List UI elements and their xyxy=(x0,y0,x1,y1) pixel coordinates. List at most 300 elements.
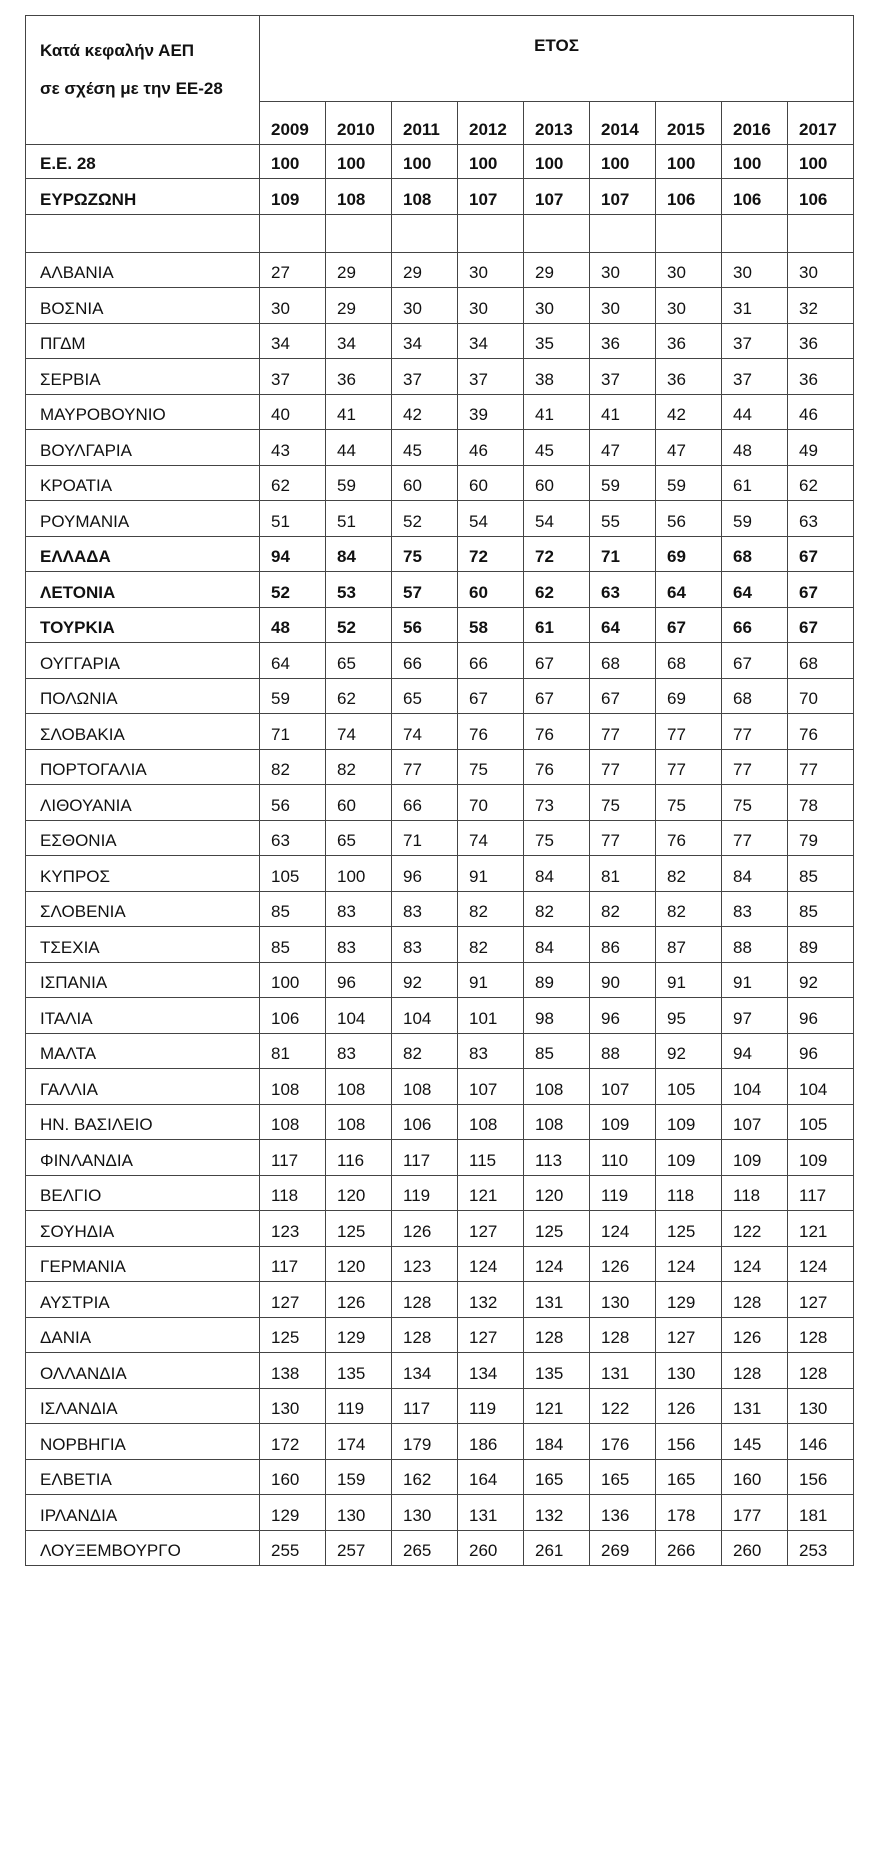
value-cell-2009: 34 xyxy=(260,323,326,359)
country-name-cell: Ε.Ε. 28 xyxy=(26,145,260,179)
value-cell-2011: 123 xyxy=(392,1246,458,1282)
table-row xyxy=(26,179,854,215)
value-cell-2017: 85 xyxy=(788,891,854,927)
country-name-cell: ΚΡΟΑΤΙΑ xyxy=(26,465,260,501)
value-cell-2014: 126 xyxy=(590,1246,656,1282)
value-cell-2011: 71 xyxy=(392,820,458,856)
value-cell-2011: 77 xyxy=(392,749,458,785)
value-cell-2012: 34 xyxy=(458,323,524,359)
value-cell-2013: 54 xyxy=(524,501,590,537)
value-cell-2010: 65 xyxy=(326,820,392,856)
value-cell-2016: 64 xyxy=(722,572,788,608)
value-cell-2012: 115 xyxy=(458,1140,524,1176)
value-cell-2013: 128 xyxy=(524,1317,590,1353)
value-cell-2009: 118 xyxy=(260,1175,326,1211)
value-cell-2017: 105 xyxy=(788,1104,854,1140)
table-row xyxy=(26,1246,854,1282)
value-cell-2016: 104 xyxy=(722,1069,788,1105)
value-cell-2009 xyxy=(260,214,326,252)
value-cell-2012: 131 xyxy=(458,1495,524,1531)
country-name-cell: ΕΛΛΑΔΑ xyxy=(26,536,260,572)
value-cell-2017: 96 xyxy=(788,998,854,1034)
value-cell-2013: 98 xyxy=(524,998,590,1034)
value-cell-2015: 30 xyxy=(656,252,722,288)
value-cell-2012: 76 xyxy=(458,714,524,750)
value-cell-2009: 64 xyxy=(260,643,326,679)
value-cell-2017: 76 xyxy=(788,714,854,750)
value-cell-2011: 126 xyxy=(392,1211,458,1247)
value-cell-2013: 125 xyxy=(524,1211,590,1247)
value-cell-2009: 51 xyxy=(260,501,326,537)
value-cell-2016: 128 xyxy=(722,1282,788,1318)
value-cell-2013: 165 xyxy=(524,1459,590,1495)
value-cell-2011: 29 xyxy=(392,252,458,288)
value-cell-2013: 82 xyxy=(524,891,590,927)
value-cell-2015: 130 xyxy=(656,1353,722,1389)
value-cell-2016: 126 xyxy=(722,1317,788,1353)
value-cell-2009: 94 xyxy=(260,536,326,572)
value-cell-2016: 160 xyxy=(722,1459,788,1495)
value-cell-2015: 77 xyxy=(656,749,722,785)
table-row xyxy=(26,501,854,537)
header-row xyxy=(26,16,854,102)
value-cell-2012: 127 xyxy=(458,1317,524,1353)
table-row xyxy=(26,430,854,466)
value-cell-2017: 49 xyxy=(788,430,854,466)
country-name-cell: ΛΕΤΟΝΙΑ xyxy=(26,572,260,608)
value-cell-2013: 84 xyxy=(524,856,590,892)
value-cell-2013: 62 xyxy=(524,572,590,608)
value-cell-2017: 128 xyxy=(788,1317,854,1353)
country-name-cell: ΓΑΛΛΙΑ xyxy=(26,1069,260,1105)
value-cell-2010: 41 xyxy=(326,394,392,430)
value-cell-2010: 100 xyxy=(326,856,392,892)
value-cell-2012: 127 xyxy=(458,1211,524,1247)
value-cell-2016: 31 xyxy=(722,288,788,324)
value-cell-2016: 84 xyxy=(722,856,788,892)
value-cell-2016: 68 xyxy=(722,536,788,572)
value-cell-2017: 32 xyxy=(788,288,854,324)
value-cell-2016: 145 xyxy=(722,1424,788,1460)
table-row xyxy=(26,1175,854,1211)
value-cell-2010: 84 xyxy=(326,536,392,572)
value-cell-2011: 66 xyxy=(392,785,458,821)
value-cell-2010: 51 xyxy=(326,501,392,537)
table-row xyxy=(26,536,854,572)
year-header-2016: 2016 xyxy=(722,102,788,145)
value-cell-2009: 85 xyxy=(260,927,326,963)
value-cell-2014: 47 xyxy=(590,430,656,466)
value-cell-2010: 100 xyxy=(326,145,392,179)
value-cell-2010: 120 xyxy=(326,1175,392,1211)
value-cell-2009: 108 xyxy=(260,1104,326,1140)
value-cell-2014: 107 xyxy=(590,1069,656,1105)
value-cell-2014: 109 xyxy=(590,1104,656,1140)
country-name-cell: ΜΑΥΡΟΒΟΥΝΙΟ xyxy=(26,394,260,430)
value-cell-2017: 92 xyxy=(788,962,854,998)
value-cell-2016: 37 xyxy=(722,359,788,395)
value-cell-2013: 67 xyxy=(524,643,590,679)
value-cell-2014: 88 xyxy=(590,1033,656,1069)
country-name-cell: ΣΛΟΒΑΚΙΑ xyxy=(26,714,260,750)
value-cell-2009: 130 xyxy=(260,1388,326,1424)
value-cell-2012: 82 xyxy=(458,891,524,927)
value-cell-2011: 117 xyxy=(392,1140,458,1176)
value-cell-2016: 77 xyxy=(722,714,788,750)
value-cell-2012: 74 xyxy=(458,820,524,856)
country-name-cell: ΤΣΕΧΙΑ xyxy=(26,927,260,963)
table-row xyxy=(26,891,854,927)
table-row xyxy=(26,1211,854,1247)
table-row xyxy=(26,714,854,750)
value-cell-2017: 36 xyxy=(788,359,854,395)
value-cell-2014: 63 xyxy=(590,572,656,608)
country-name-cell xyxy=(26,214,260,252)
table-row xyxy=(26,1140,854,1176)
table-row xyxy=(26,359,854,395)
value-cell-2011: 130 xyxy=(392,1495,458,1531)
value-cell-2010: 62 xyxy=(326,678,392,714)
value-cell-2011: 60 xyxy=(392,465,458,501)
value-cell-2015: 68 xyxy=(656,643,722,679)
value-cell-2013: 45 xyxy=(524,430,590,466)
value-cell-2009: 255 xyxy=(260,1530,326,1566)
country-name-cell: ΓΕΡΜΑΝΙΑ xyxy=(26,1246,260,1282)
value-cell-2015: 87 xyxy=(656,927,722,963)
value-cell-2017: 63 xyxy=(788,501,854,537)
value-cell-2016: 177 xyxy=(722,1495,788,1531)
value-cell-2010: 119 xyxy=(326,1388,392,1424)
value-cell-2012: 164 xyxy=(458,1459,524,1495)
value-cell-2010: 96 xyxy=(326,962,392,998)
value-cell-2015: 30 xyxy=(656,288,722,324)
table-row xyxy=(26,607,854,643)
value-cell-2014: 90 xyxy=(590,962,656,998)
value-cell-2010: 129 xyxy=(326,1317,392,1353)
value-cell-2017: 104 xyxy=(788,1069,854,1105)
value-cell-2014: 30 xyxy=(590,252,656,288)
value-cell-2009: 27 xyxy=(260,252,326,288)
value-cell-2011: 82 xyxy=(392,1033,458,1069)
value-cell-2013: 124 xyxy=(524,1246,590,1282)
table-row xyxy=(26,1495,854,1531)
value-cell-2016: 97 xyxy=(722,998,788,1034)
value-cell-2015: 109 xyxy=(656,1104,722,1140)
value-cell-2017: 181 xyxy=(788,1495,854,1531)
value-cell-2014: 124 xyxy=(590,1211,656,1247)
value-cell-2015: 47 xyxy=(656,430,722,466)
value-cell-2015: 69 xyxy=(656,678,722,714)
value-cell-2010: 74 xyxy=(326,714,392,750)
value-cell-2016: 59 xyxy=(722,501,788,537)
value-cell-2009: 48 xyxy=(260,607,326,643)
value-cell-2011: 179 xyxy=(392,1424,458,1460)
value-cell-2011: 128 xyxy=(392,1282,458,1318)
value-cell-2016: 30 xyxy=(722,252,788,288)
table-title-line2: σε σχέση με την ΕΕ-28 xyxy=(40,79,223,98)
value-cell-2015: 100 xyxy=(656,145,722,179)
value-cell-2012: 54 xyxy=(458,501,524,537)
value-cell-2016: 118 xyxy=(722,1175,788,1211)
year-header-2013: 2013 xyxy=(524,102,590,145)
value-cell-2015: 42 xyxy=(656,394,722,430)
value-cell-2014: 119 xyxy=(590,1175,656,1211)
value-cell-2012: 186 xyxy=(458,1424,524,1460)
value-cell-2013 xyxy=(524,214,590,252)
value-cell-2015: 77 xyxy=(656,714,722,750)
value-cell-2014: 75 xyxy=(590,785,656,821)
value-cell-2015: 156 xyxy=(656,1424,722,1460)
value-cell-2014: 165 xyxy=(590,1459,656,1495)
value-cell-2014: 110 xyxy=(590,1140,656,1176)
table-row xyxy=(26,1459,854,1495)
country-name-cell: ΡΟΥΜΑΝΙΑ xyxy=(26,501,260,537)
value-cell-2017: 62 xyxy=(788,465,854,501)
value-cell-2014: 77 xyxy=(590,714,656,750)
value-cell-2017 xyxy=(788,214,854,252)
value-cell-2013: 29 xyxy=(524,252,590,288)
table-row xyxy=(26,1388,854,1424)
value-cell-2014 xyxy=(590,214,656,252)
value-cell-2009: 100 xyxy=(260,962,326,998)
country-name-cell: ΙΤΑΛΙΑ xyxy=(26,998,260,1034)
value-cell-2011: 96 xyxy=(392,856,458,892)
value-cell-2011: 56 xyxy=(392,607,458,643)
value-cell-2017: 67 xyxy=(788,607,854,643)
value-cell-2009: 160 xyxy=(260,1459,326,1495)
gdp-per-capita-table-container xyxy=(25,15,854,1566)
value-cell-2013: 113 xyxy=(524,1140,590,1176)
value-cell-2010: 83 xyxy=(326,891,392,927)
value-cell-2010: 53 xyxy=(326,572,392,608)
value-cell-2010: 44 xyxy=(326,430,392,466)
table-row xyxy=(26,785,854,821)
table-title-line1: Κατά κεφαλήν ΑΕΠ xyxy=(40,41,195,60)
table-row xyxy=(26,214,854,252)
value-cell-2013: 184 xyxy=(524,1424,590,1460)
value-cell-2010: 125 xyxy=(326,1211,392,1247)
value-cell-2017: 96 xyxy=(788,1033,854,1069)
value-cell-2017: 130 xyxy=(788,1388,854,1424)
value-cell-2016: 77 xyxy=(722,749,788,785)
value-cell-2016: 122 xyxy=(722,1211,788,1247)
value-cell-2013: 76 xyxy=(524,714,590,750)
value-cell-2015: 75 xyxy=(656,785,722,821)
value-cell-2014: 77 xyxy=(590,820,656,856)
value-cell-2011: 37 xyxy=(392,359,458,395)
value-cell-2016: 67 xyxy=(722,643,788,679)
value-cell-2015: 126 xyxy=(656,1388,722,1424)
value-cell-2011: 162 xyxy=(392,1459,458,1495)
value-cell-2017: 36 xyxy=(788,323,854,359)
value-cell-2010: 82 xyxy=(326,749,392,785)
value-cell-2017: 127 xyxy=(788,1282,854,1318)
country-name-cell: ΝΟΡΒΗΓΙΑ xyxy=(26,1424,260,1460)
value-cell-2014: 86 xyxy=(590,927,656,963)
value-cell-2017: 67 xyxy=(788,536,854,572)
value-cell-2012: 30 xyxy=(458,288,524,324)
value-cell-2009: 100 xyxy=(260,145,326,179)
value-cell-2012: 260 xyxy=(458,1530,524,1566)
value-cell-2011: 128 xyxy=(392,1317,458,1353)
value-cell-2017: 85 xyxy=(788,856,854,892)
value-cell-2015: 69 xyxy=(656,536,722,572)
value-cell-2010: 104 xyxy=(326,998,392,1034)
value-cell-2011: 42 xyxy=(392,394,458,430)
value-cell-2017: 79 xyxy=(788,820,854,856)
value-cell-2010: 108 xyxy=(326,179,392,215)
value-cell-2017: 124 xyxy=(788,1246,854,1282)
value-cell-2013: 84 xyxy=(524,927,590,963)
value-cell-2012: 121 xyxy=(458,1175,524,1211)
value-cell-2015: 82 xyxy=(656,891,722,927)
value-cell-2017: 253 xyxy=(788,1530,854,1566)
value-cell-2012: 70 xyxy=(458,785,524,821)
value-cell-2014: 82 xyxy=(590,891,656,927)
country-name-cell: ΒΟΥΛΓΑΡΙΑ xyxy=(26,430,260,466)
value-cell-2013: 107 xyxy=(524,179,590,215)
value-cell-2012: 83 xyxy=(458,1033,524,1069)
value-cell-2012: 91 xyxy=(458,962,524,998)
table-row xyxy=(26,927,854,963)
value-cell-2013: 131 xyxy=(524,1282,590,1318)
value-cell-2011: 30 xyxy=(392,288,458,324)
table-row xyxy=(26,1069,854,1105)
value-cell-2009: 37 xyxy=(260,359,326,395)
value-cell-2015: 91 xyxy=(656,962,722,998)
table-row xyxy=(26,1317,854,1353)
table-title-cell xyxy=(26,16,260,145)
value-cell-2011: 100 xyxy=(392,145,458,179)
value-cell-2016: 260 xyxy=(722,1530,788,1566)
value-cell-2013: 67 xyxy=(524,678,590,714)
value-cell-2014: 36 xyxy=(590,323,656,359)
value-cell-2017: 100 xyxy=(788,145,854,179)
value-cell-2009: 63 xyxy=(260,820,326,856)
value-cell-2012: 82 xyxy=(458,927,524,963)
value-cell-2014: 67 xyxy=(590,678,656,714)
value-cell-2010: 126 xyxy=(326,1282,392,1318)
value-cell-2014: 64 xyxy=(590,607,656,643)
value-cell-2012: 58 xyxy=(458,607,524,643)
country-name-cell: ΣΛΟΒΕΝΙΑ xyxy=(26,891,260,927)
value-cell-2012: 72 xyxy=(458,536,524,572)
value-cell-2011: 45 xyxy=(392,430,458,466)
value-cell-2009: 108 xyxy=(260,1069,326,1105)
value-cell-2013: 35 xyxy=(524,323,590,359)
value-cell-2012: 124 xyxy=(458,1246,524,1282)
value-cell-2009: 125 xyxy=(260,1317,326,1353)
country-name-cell: ΟΛΛΑΝΔΙΑ xyxy=(26,1353,260,1389)
value-cell-2017: 67 xyxy=(788,572,854,608)
value-cell-2015: 129 xyxy=(656,1282,722,1318)
value-cell-2013: 108 xyxy=(524,1069,590,1105)
year-header-2014: 2014 xyxy=(590,102,656,145)
value-cell-2010: 135 xyxy=(326,1353,392,1389)
value-cell-2016: 83 xyxy=(722,891,788,927)
value-cell-2014: 77 xyxy=(590,749,656,785)
value-cell-2011: 119 xyxy=(392,1175,458,1211)
year-header-2009: 2009 xyxy=(260,102,326,145)
value-cell-2014: 122 xyxy=(590,1388,656,1424)
value-cell-2016: 128 xyxy=(722,1353,788,1389)
value-cell-2015: 36 xyxy=(656,359,722,395)
country-name-cell: ΠΟΡΤΟΓΑΛΙΑ xyxy=(26,749,260,785)
value-cell-2010: 34 xyxy=(326,323,392,359)
value-cell-2010: 159 xyxy=(326,1459,392,1495)
country-name-cell: ΒΟΣΝΙΑ xyxy=(26,288,260,324)
value-cell-2009: 129 xyxy=(260,1495,326,1531)
gdp-per-capita-table xyxy=(25,15,854,1566)
value-cell-2014: 41 xyxy=(590,394,656,430)
table-row xyxy=(26,856,854,892)
value-cell-2016: 88 xyxy=(722,927,788,963)
country-name-cell: ΚΥΠΡΟΣ xyxy=(26,856,260,892)
country-name-cell: ΙΡΛΑΝΔΙΑ xyxy=(26,1495,260,1531)
country-name-cell: ΜΑΛΤΑ xyxy=(26,1033,260,1069)
value-cell-2009: 81 xyxy=(260,1033,326,1069)
value-cell-2016: 109 xyxy=(722,1140,788,1176)
value-cell-2011: 65 xyxy=(392,678,458,714)
value-cell-2015: 76 xyxy=(656,820,722,856)
year-header-2012: 2012 xyxy=(458,102,524,145)
value-cell-2015: 124 xyxy=(656,1246,722,1282)
table-row xyxy=(26,962,854,998)
value-cell-2011 xyxy=(392,214,458,252)
value-cell-2009: 117 xyxy=(260,1246,326,1282)
value-cell-2015: 106 xyxy=(656,179,722,215)
country-name-cell: ΒΕΛΓΙΟ xyxy=(26,1175,260,1211)
value-cell-2011: 108 xyxy=(392,179,458,215)
value-cell-2016 xyxy=(722,214,788,252)
value-cell-2010: 65 xyxy=(326,643,392,679)
table-row xyxy=(26,323,854,359)
value-cell-2014: 68 xyxy=(590,643,656,679)
value-cell-2016: 75 xyxy=(722,785,788,821)
value-cell-2011: 134 xyxy=(392,1353,458,1389)
value-cell-2010: 116 xyxy=(326,1140,392,1176)
country-name-cell: ΑΛΒΑΝΙΑ xyxy=(26,252,260,288)
country-name-cell: ΑΥΣΤΡΙΑ xyxy=(26,1282,260,1318)
year-header-2011: 2011 xyxy=(392,102,458,145)
value-cell-2012: 100 xyxy=(458,145,524,179)
value-cell-2017: 70 xyxy=(788,678,854,714)
value-cell-2012: 60 xyxy=(458,465,524,501)
value-cell-2016: 48 xyxy=(722,430,788,466)
value-cell-2012: 60 xyxy=(458,572,524,608)
value-cell-2014: 30 xyxy=(590,288,656,324)
value-cell-2013: 38 xyxy=(524,359,590,395)
value-cell-2015: 67 xyxy=(656,607,722,643)
table-row xyxy=(26,678,854,714)
table-row xyxy=(26,145,854,179)
value-cell-2009: 43 xyxy=(260,430,326,466)
value-cell-2010: 130 xyxy=(326,1495,392,1531)
value-cell-2013: 100 xyxy=(524,145,590,179)
value-cell-2012: 108 xyxy=(458,1104,524,1140)
country-name-cell: ΛΟΥΞΕΜΒΟΥΡΓΟ xyxy=(26,1530,260,1566)
table-row xyxy=(26,820,854,856)
value-cell-2010: 60 xyxy=(326,785,392,821)
value-cell-2015: 118 xyxy=(656,1175,722,1211)
year-header-2017: 2017 xyxy=(788,102,854,145)
value-cell-2011: 108 xyxy=(392,1069,458,1105)
value-cell-2009: 138 xyxy=(260,1353,326,1389)
value-cell-2012: 46 xyxy=(458,430,524,466)
value-cell-2013: 60 xyxy=(524,465,590,501)
value-cell-2015: 92 xyxy=(656,1033,722,1069)
value-cell-2016: 131 xyxy=(722,1388,788,1424)
